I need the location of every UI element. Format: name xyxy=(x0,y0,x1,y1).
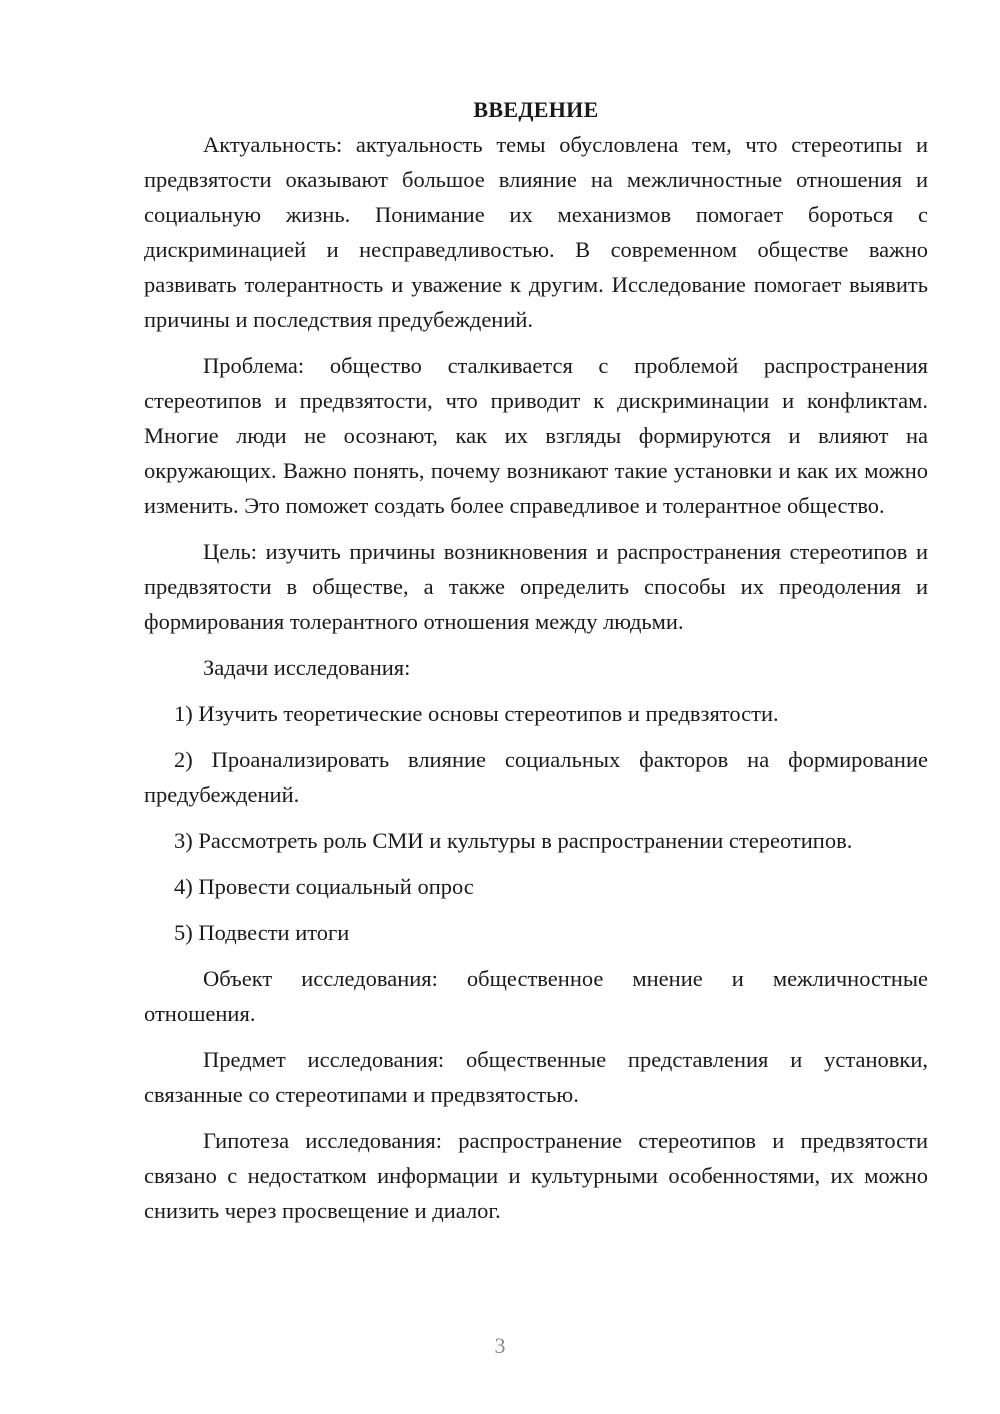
subject-paragraph: Предмет исследования: общественные представления и установки, связанные со стереотипами и предвзятостью. xyxy=(144,1047,928,1107)
goal-paragraph: Цель: изучить причины возникновения и распространения стереотипов и предвзятости в обществе, а также определить способы их преодоления и формирования толерантного отношения между людьми. xyxy=(144,539,928,634)
list-item: 2) Проанализировать влияние социальных факторов на формирование предубеждений. xyxy=(144,747,928,807)
list-item: 5) Подвести итоги xyxy=(174,920,350,945)
tasks-list xyxy=(144,696,928,950)
relevance-paragraph: Актуальность: актуальность темы обусловлена тем, что стереотипы и предвзятости оказывают большое влияние на межличностные отношения и социальную жизнь. Понимание их механизмов помогает бороться с дискриминацией и несправедливостью. В современном обществе важно развивать толерантность и уважение к другим. Исследование помогает выявить причины и последствия предубеждений. xyxy=(144,132,928,332)
tasks-heading: Задачи исследования: xyxy=(203,655,411,680)
object-paragraph: Объект исследования: общественное мнение и межличностные отношения. xyxy=(144,966,928,1026)
problem-paragraph: Проблема: общество сталкивается с проблемой распространения стереотипов и предвзятости, что приводит к дискриминации и конфликтам. Многие люди не осознают, как их взгляды формируются и влияют на окружающих. Важно понять, почему возникают такие установки и как их можно изменить. Это поможет создать более справедливое и толерантное общество. xyxy=(144,353,928,518)
page-title: ВВЕДЕНИЕ xyxy=(473,97,599,122)
list-item: 4) Провести социальный опрос xyxy=(174,874,474,899)
list-item: 3) Рассмотреть роль СМИ и культуры в распространении стереотипов. xyxy=(174,828,853,853)
document-page xyxy=(144,92,928,1228)
page-number: 3 xyxy=(494,1333,506,1358)
list-item: 1) Изучить теоретические основы стереотипов и предвзятости. xyxy=(174,701,779,726)
hypothesis-paragraph: Гипотеза исследования: распространение стереотипов и предвзятости связано с недостатком информации и культурными особенностями, их можно снизить через просвещение и диалог. xyxy=(144,1128,928,1223)
